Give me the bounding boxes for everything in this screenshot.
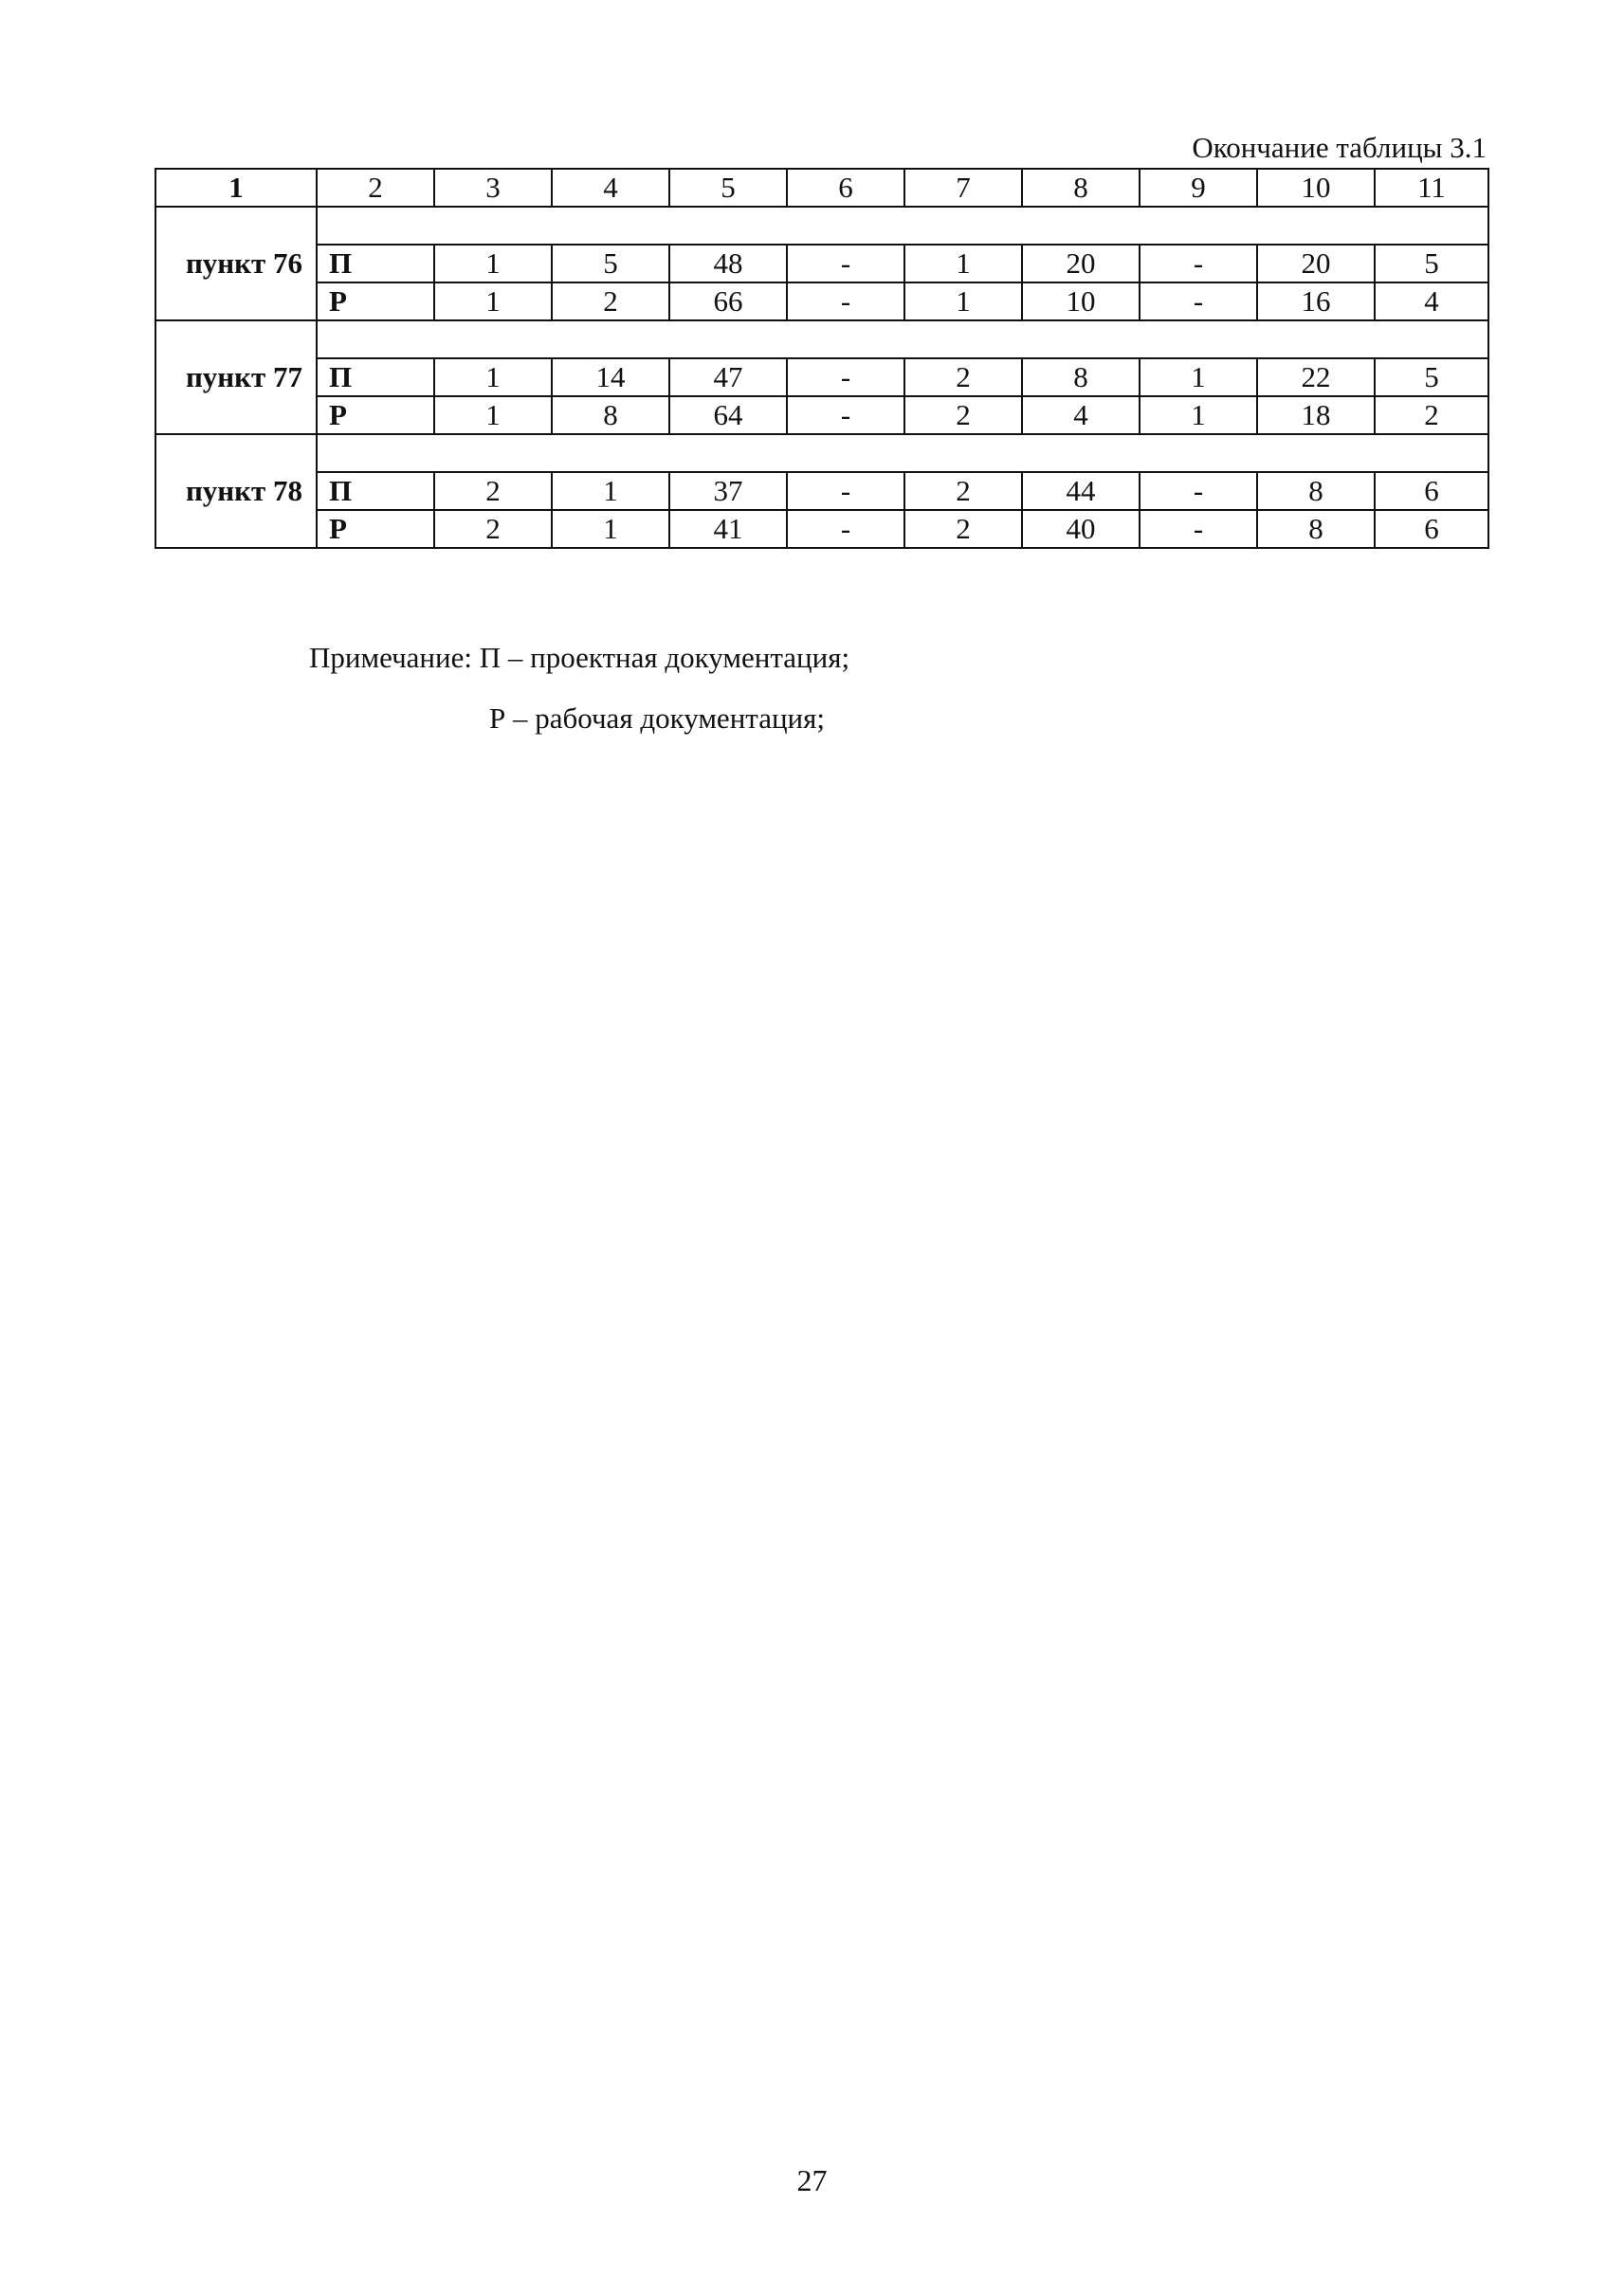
table-cell: 2 [904,510,1022,548]
table-cell: 2 [552,282,669,320]
table-cell: 1 [1140,396,1257,434]
table-cell: 2 [904,358,1022,396]
table-cell: - [787,282,904,320]
group-label: пункт 76 [155,207,317,320]
doc-type-cell: Р [317,510,434,548]
group-label: пункт 78 [155,434,317,548]
table-cell: 4 [1375,282,1488,320]
header-cell: 2 [317,169,434,207]
header-cell: 9 [1140,169,1257,207]
table-row [155,358,1488,396]
table-cell: - [787,358,904,396]
group-spacer-row [155,320,1488,358]
data-table [155,168,1489,549]
header-cell: 1 [155,169,317,207]
table-cell: 2 [904,472,1022,510]
table-cell: 20 [1257,245,1375,282]
table-cell: 22 [1257,358,1375,396]
table-row [155,510,1488,548]
table-cell: - [787,396,904,434]
header-cell: 8 [1022,169,1140,207]
table-cell: 2 [904,396,1022,434]
table-cell: 1 [904,245,1022,282]
table-cell: 14 [552,358,669,396]
table-cell: 2 [434,472,552,510]
table-cell: - [1140,472,1257,510]
table-cell: 8 [1257,472,1375,510]
table-cell: 1 [552,510,669,548]
header-cell: 7 [904,169,1022,207]
group-spacer-cell [317,207,1488,245]
table-cell: 10 [1022,282,1140,320]
note-line-2: Р – рабочая документация; [489,701,826,735]
table-cell: 20 [1022,245,1140,282]
header-cell: 4 [552,169,669,207]
table-cell: 64 [669,396,787,434]
group-spacer-row [155,207,1488,245]
table-cell: 1 [434,358,552,396]
table-cell: 5 [1375,245,1488,282]
table-cell: 8 [552,396,669,434]
table-cell: - [787,510,904,548]
table-cell: 1 [1140,358,1257,396]
table-cell: 66 [669,282,787,320]
table-cell: - [787,472,904,510]
table-cell: 1 [434,245,552,282]
table-cell: 8 [1257,510,1375,548]
table-row [155,472,1488,510]
table-cell: 18 [1257,396,1375,434]
doc-type-cell: Р [317,282,434,320]
page-number: 27 [796,2163,828,2197]
doc-type-cell: П [317,245,434,282]
header-cell: 3 [434,169,552,207]
table-row [155,282,1488,320]
table-cell: 5 [1375,358,1488,396]
header-cell: 11 [1375,169,1488,207]
table-cell: 16 [1257,282,1375,320]
table-cell: - [1140,282,1257,320]
table-caption: Окончание таблицы 3.1 [1192,131,1487,164]
table-cell: 37 [669,472,787,510]
table-cell: 1 [434,396,552,434]
table-cell: 8 [1022,358,1140,396]
table-cell: 40 [1022,510,1140,548]
group-spacer-cell [317,434,1488,472]
table-cell: 6 [1375,510,1488,548]
table-cell: 48 [669,245,787,282]
doc-type-cell: Р [317,396,434,434]
table-cell: 44 [1022,472,1140,510]
table-cell: 1 [434,282,552,320]
header-cell: 5 [669,169,787,207]
table-cell: 1 [904,282,1022,320]
group-spacer-cell [317,320,1488,358]
table-cell: 5 [552,245,669,282]
table-header-row [155,169,1488,207]
header-cell: 6 [787,169,904,207]
note-line-1: Примечание: П – проектная документация; [309,641,850,674]
table-row [155,245,1488,282]
table-cell: - [787,245,904,282]
doc-type-cell: П [317,358,434,396]
group-label: пункт 77 [155,320,317,434]
header-cell: 10 [1257,169,1375,207]
table-cell: - [1140,510,1257,548]
doc-type-cell: П [317,472,434,510]
table-cell: 6 [1375,472,1488,510]
table-cell: 41 [669,510,787,548]
group-spacer-row [155,434,1488,472]
table-cell: 1 [552,472,669,510]
table-row [155,396,1488,434]
table-cell: 2 [1375,396,1488,434]
table-cell: 47 [669,358,787,396]
table-cell: 2 [434,510,552,548]
table-cell: - [1140,245,1257,282]
table-cell: 4 [1022,396,1140,434]
